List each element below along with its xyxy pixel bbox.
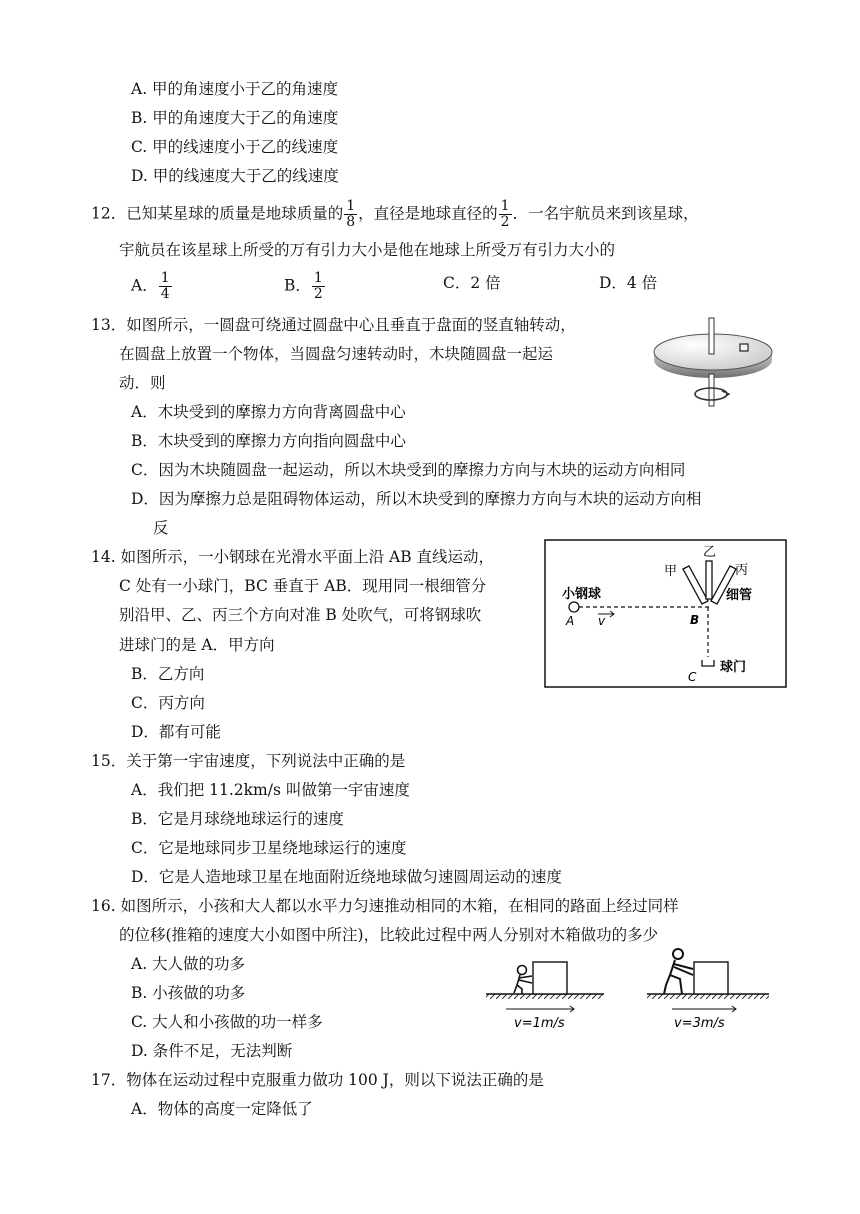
- ground-left: [486, 994, 604, 999]
- q16-stem-line1: 16. 如图所示，小孩和大人都以水平力匀速推动相同的木箱，在相同的路面上经过同样: [91, 897, 679, 915]
- q16-option-b: B. 小孩做的功多: [131, 984, 246, 1002]
- label-bing: 丙: [735, 563, 749, 578]
- label-a: A: [566, 614, 575, 628]
- q14-stem-line3: 别沿甲、乙、丙三个方向对准 B 处吹气，可将钢球吹: [119, 606, 482, 624]
- q12-option-a: [131, 271, 173, 302]
- fraction-denominator: 8: [346, 214, 356, 230]
- q11-option-b: B. 甲的角速度大于乙的角速度: [131, 109, 339, 127]
- label-v: v: [598, 614, 606, 628]
- figure-frame: [545, 540, 786, 687]
- label-b: B: [690, 613, 700, 627]
- fraction-numerator: 1: [313, 270, 323, 286]
- label-c: C: [688, 670, 697, 684]
- label-yi: 乙: [703, 545, 717, 560]
- q15-option-d: D．它是人造地球卫星在地面附近绕地球做匀速圆周运动的速度: [131, 868, 562, 886]
- box-left: [533, 962, 567, 994]
- ground-right: [647, 994, 769, 999]
- steel-ball: [569, 602, 579, 612]
- q15-option-b: B．它是月球绕地球运行的速度: [131, 810, 344, 828]
- label-v2: v=3m/s: [674, 1016, 725, 1031]
- q13-option-c: C．因为木块随圆盘一起运动，所以木块受到的摩擦力方向与木块的运动方向相同: [131, 461, 686, 479]
- q12-stem-part3: ．一名宇航员来到该星球，: [512, 204, 699, 223]
- q12-option-a-fraction: [159, 271, 172, 302]
- q15-option-c: C．它是地球同步卫星绕地球运行的速度: [131, 839, 407, 857]
- q12-option-b: [284, 271, 326, 302]
- fraction-numerator: 1: [160, 270, 170, 286]
- child-figure: [514, 966, 532, 995]
- steel-ball-figure: [544, 539, 787, 688]
- q14-stem-line1: 14. 如图所示，一小钢球在光滑水平面上沿 AB 直线运动，: [91, 548, 495, 566]
- q13-option-a: A．木块受到的摩擦力方向背离圆盘中心: [131, 403, 406, 421]
- label-ball: 小钢球: [562, 587, 602, 602]
- q17-option-a: A．物体的高度一定降低了: [131, 1100, 313, 1118]
- option-label: A．: [131, 276, 158, 295]
- fraction-numerator: 1: [500, 198, 510, 214]
- wood-block: [740, 344, 748, 351]
- label-goal: 球门: [720, 660, 747, 675]
- q12-stem-part2: ，直径是地球直径的: [358, 204, 498, 223]
- q12-stem-part1: 12．已知某星球的质量是地球质量的: [91, 204, 344, 223]
- tube-yi: [706, 561, 712, 599]
- q16-option-d: D. 条件不足，无法判断: [131, 1042, 293, 1060]
- fraction-denominator: 4: [160, 286, 170, 302]
- q14-stem-line2: C 处有一小球门，BC 垂直于 AB．现用同一根细管分: [119, 577, 487, 595]
- q15-option-a: A．我们把 11.2km/s 叫做第一宇宙速度: [131, 781, 410, 799]
- q14-stem-line4: 进球门的是 A．甲方向: [119, 636, 275, 654]
- fraction-denominator: 2: [313, 286, 323, 302]
- pushing-boxes-figure: [484, 945, 774, 1035]
- q12-stem-line2: 宇航员在该星球上所受的万有引力大小是他在地球上所受万有引力大小的: [119, 241, 616, 259]
- q16-stem-line2: 的位移(推箱的速度大小如图中所注)，比较此过程中两人分别对木箱做功的多少: [119, 926, 659, 944]
- axle-top: [709, 318, 714, 354]
- fraction-denominator: 2: [500, 214, 510, 230]
- q13-option-b: B．木块受到的摩擦力方向指向圆盘中心: [131, 432, 406, 450]
- q12-option-b-fraction: [312, 271, 325, 302]
- rotating-disc-figure: [648, 312, 778, 410]
- q12-fraction-mass: [344, 199, 357, 230]
- label-v1: v=1m/s: [514, 1016, 565, 1031]
- q16-option-a: A. 大人做的功多: [131, 955, 246, 973]
- q12-stem: [91, 199, 699, 230]
- q11-option-d: D. 甲的线速度大于乙的线速度: [131, 167, 339, 185]
- q14-option-d: D．都有可能: [131, 723, 221, 741]
- q12-option-c: C．2 倍: [443, 274, 501, 292]
- q11-option-a: A. 甲的角速度小于乙的角速度: [131, 80, 339, 98]
- q15-stem: 15．关于第一宇宙速度，下列说法中正确的是: [91, 752, 406, 770]
- q13-stem-line2: 在圆盘上放置一个物体，当圆盘匀速转动时，木块随圆盘一起运: [119, 345, 554, 363]
- label-jia: 甲: [664, 564, 678, 579]
- q14-option-c: C．丙方向: [131, 694, 205, 712]
- q14-option-b: B．乙方向: [131, 665, 205, 683]
- axle-bottom: [709, 374, 714, 406]
- option-label: B．: [284, 276, 311, 295]
- q11-option-c: C. 甲的线速度小于乙的线速度: [131, 138, 339, 156]
- adult-figure: [664, 949, 693, 994]
- q17-stem: 17．物体在运动过程中克服重力做功 100 J，则以下说法正确的是: [91, 1071, 544, 1089]
- q13-option-d-continued: 反: [153, 519, 169, 537]
- q16-option-c: C. 大人和小孩做的功一样多: [131, 1013, 323, 1031]
- q13-option-d: D．因为摩擦力总是阻碍物体运动，所以木块受到的摩擦力方向与木块的运动方向相: [131, 490, 702, 508]
- label-tube: 细管: [726, 588, 753, 603]
- box-right: [694, 962, 728, 994]
- q13-stem-line1: 13．如图所示，一圆盘可绕通过圆盘中心且垂直于盘面的竖直轴转动，: [91, 316, 576, 334]
- q12-option-d: D．4 倍: [599, 274, 658, 292]
- fraction-numerator: 1: [346, 198, 356, 214]
- q12-fraction-diameter: [499, 199, 512, 230]
- q13-stem-line3: 动．则: [119, 374, 166, 392]
